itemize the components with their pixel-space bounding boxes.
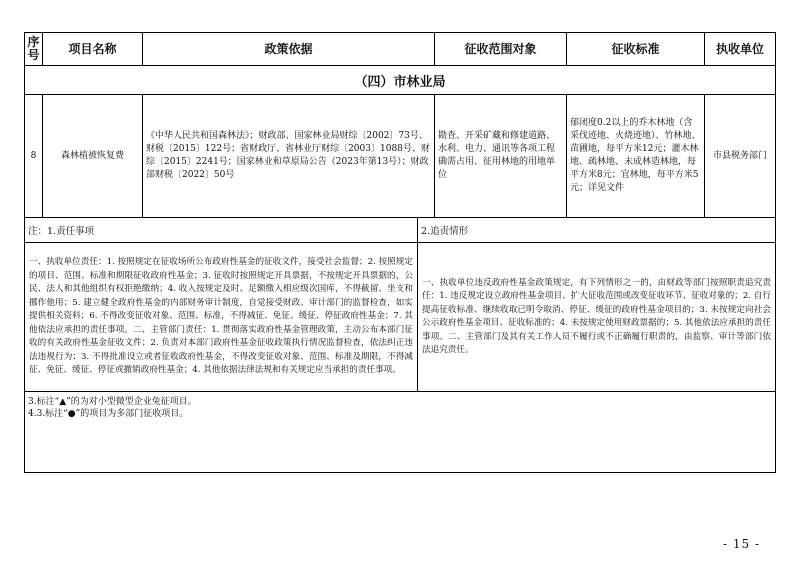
header-index: 序号	[25, 33, 43, 65]
header-unit: 执收单位	[715, 41, 764, 56]
header-basis: 政策依据	[143, 33, 435, 65]
footnote-1: 3.标注“▲”的为对小型微型企业免征项目。	[28, 397, 197, 407]
notes-left-header: 注：1.责任事项	[25, 218, 418, 242]
footnote-2: 4.3.标注“●”的项目为多部门征收项目。	[28, 409, 189, 419]
footnotes	[25, 392, 200, 472]
header-name: 项目名称	[43, 33, 143, 65]
row-index: 8	[25, 95, 43, 217]
header-scope: 征收范围对象	[435, 33, 567, 65]
row-standard: 郁闭度0.2以上的乔木林地（含采伐迹地、火烧迹地）、竹林地、苗圃地，每平方米12元；灌木林地、疏林地、未成林造林地，每平方米8元；宜林地，每平方米5元；详见文件	[567, 95, 705, 217]
notes-left-body: 一、执收单位责任：1. 按照规定在征收场所公布政府性基金的征收文件，接受社会监督；2. 按照规定的项目、范围、标准和期限征收政府性基金；3. 征收时按照规定开具票据，不按规定开具票据的，公民、法人和其他组织有权拒绝缴纳；4. 收入按规定及时、足额缴入相应级次国库，不得截留、坐支和挪作他用；5. 建立健全政府性基金的内部财务审计制度，自觉接受财政、审计部门的监督检查，如实提供相关资料；6. 不得改变征收对象、范围、标准，不得减征、免征、缓征、停征政府性基金；7. 其他依法应承担的责任事项。二、主管部门责任：1. 贯彻落实政府性基金管理政策，主动公布本部门征收的有关政府性基金征收文件；2. 负责对本部门政府性基金征收政策执行情况监督检查，依法纠正违法违规行为；3. 不得批准设立或者征收政府性基金，不得改变征收对象、范围、标准及期限，不得减征、免征、缓征、停征或撤销政府性基金；4. 其他依据法律法规和有关规定应当承担的责任事项。	[25, 243, 418, 391]
row-unit: 市县税务部门	[712, 150, 767, 161]
fee-table	[24, 32, 776, 473]
notes-right-header: 2.追责情形	[421, 226, 469, 237]
row-name: 森林植被恢复费	[43, 95, 143, 217]
row-scope: 勘查、开采矿藏和修建道路、水利、电力、通讯等各项工程确需占用、征用林地的用地单位	[435, 95, 567, 217]
notes-right-body: 一、执收单位违反政府性基金政策规定，有下列情形之一的，由财政等部门按照职责追究责任：1. 违反规定设立政府性基金项目、扩大征收范围或改变征收环节、征收对象的；2. 自行提高征收标准、继续收取已明令取消、停征、缓征的政府性基金项目的；3. 未按规定向社会公示政府性基金项目、征收标准的；4. 未按规定使用财政票据的；5. 其他依法应承担的责任事项。二、主管部门及其有关工作人员不履行或不正确履行职责的，由监察、审计等部门依法追究责任。	[422, 277, 771, 355]
page-number: - 15 -	[722, 537, 760, 551]
header-standard: 征收标准	[567, 33, 705, 65]
table-header-row	[25, 33, 775, 66]
table-row	[25, 95, 775, 218]
section-title: （四）市林业局	[354, 74, 446, 90]
row-basis: 《中华人民共和国森林法》；财政部、国家林业局财综〔2002〕73号、财税〔2015〕122号；省财政厅、省林业厅财综〔2003〕1088号、财综〔2015〕2241号；国家林业和草原局公告（2023年第13号）；财政部财税〔2022〕50号	[143, 95, 435, 217]
